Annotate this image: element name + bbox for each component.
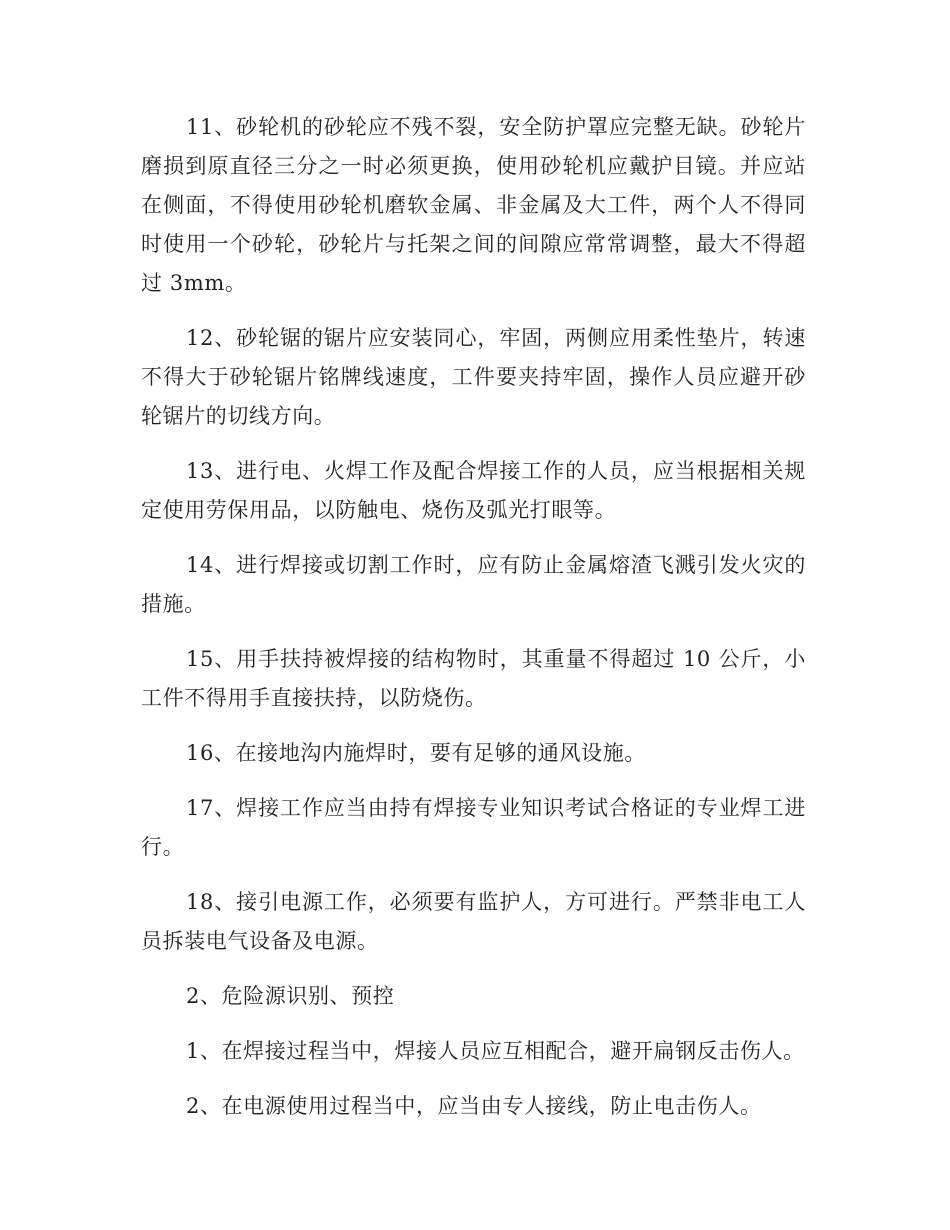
paragraph-item-17: 17、焊接工作应当由持有焊接专业知识考试合格证的专业焊工进行。: [141, 796, 806, 859]
hazard-item-1: 1、在焊接过程当中，焊接人员应互相配合，避开扁钢反击伤人。: [186, 1039, 805, 1063]
paragraph-item-14: 14、进行焊接或切割工作时，应有防止金属熔渣飞溅引发火灾的措施。: [141, 553, 806, 616]
section-heading-hazard-identification: 2、危险源识别、预控: [186, 984, 395, 1008]
paragraph-item-18: 18、接引电源工作，必须要有监护人，方可进行。严禁非电工人员拆装电气设备及电源。: [141, 890, 806, 953]
paragraph-item-11: 11、砂轮机的砂轮应不残不裂，安全防护罩应完整无缺。砂轮片磨损到原直径三分之一时必须更换，使用砂轮机应戴护目镜。并应站在侧面，不得使用砂轮机磨软金属、非金属及大工件，两个人不得同时使用一个砂轮，砂轮片与托架之间的间隙应常常调整，最大不得超过 3mm。: [141, 115, 806, 295]
paragraph-item-16: 16、在接地沟内施焊时，要有足够的通风设施。: [186, 741, 646, 765]
paragraph-item-13: 13、进行电、火焊工作及配合焊接工作的人员，应当根据相关规定使用劳保用品，以防触电、烧伤及弧光打眼等。: [141, 459, 806, 522]
paragraph-item-12: 12、砂轮锯的锯片应安装同心，牢固，两侧应用柔性垫片，转速不得大于砂轮锯片铭牌线速度，工件要夹持牢固，操作人员应避开砂轮锯片的切线方向。: [141, 326, 806, 428]
paragraph-item-15: 15、用手扶持被焊接的结构物时，其重量不得超过 10 公斤，小工件不得用手直接扶持，以防烧伤。: [141, 647, 806, 710]
document-body: [141, 108, 806, 1142]
hazard-item-2: 2、在电源使用过程当中，应当由专人接线，防止电击伤人。: [186, 1094, 762, 1118]
